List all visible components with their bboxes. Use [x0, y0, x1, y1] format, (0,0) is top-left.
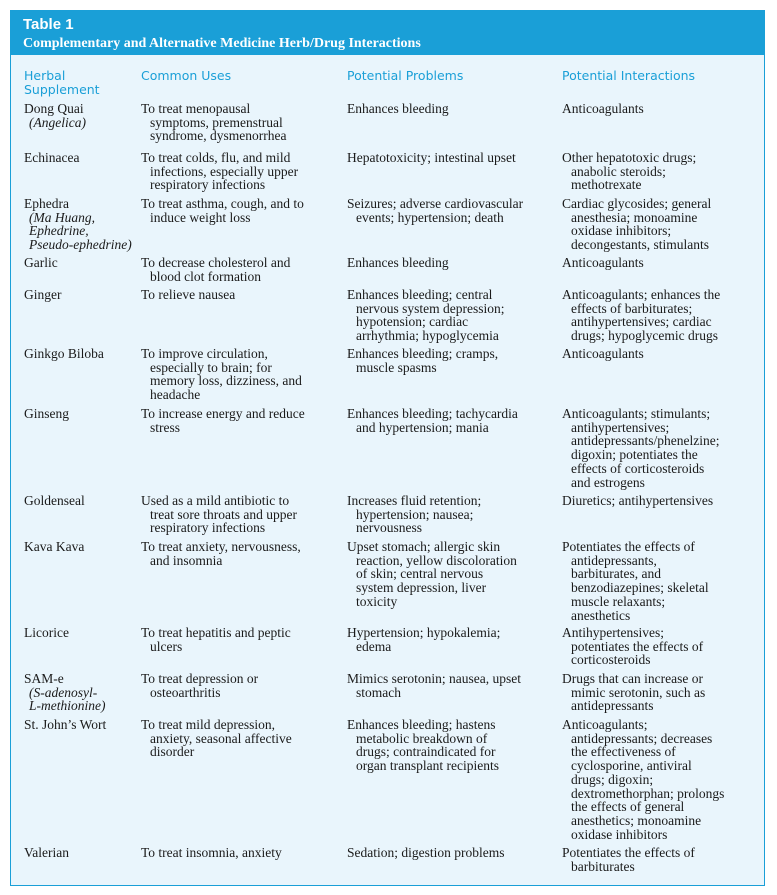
cell-line: To treat hepatitis and peptic — [141, 625, 291, 640]
cell-line: anesthesia; monoamine — [571, 209, 698, 225]
cell-line: barbiturates — [571, 858, 635, 874]
cell-line: Increases fluid retention; — [347, 493, 482, 508]
cell-line: Diuretics; antihypertensives — [562, 493, 714, 508]
cell-line: Other hepatotoxic drugs; — [562, 150, 697, 165]
cell-line: effects of barbiturates; — [571, 300, 693, 316]
cell-common-uses — [141, 407, 305, 434]
cell-line: Valerian — [24, 845, 69, 860]
col-header-potential-interactions: Potential Interactions — [562, 68, 696, 83]
cell-herbal-supplement — [24, 718, 106, 732]
cell-line: Enhances bleeding; tachycardia — [347, 406, 518, 421]
cell-line: cyclosporine, antiviral — [571, 758, 692, 774]
cell-line: drugs; hypoglycemic drugs — [571, 328, 718, 344]
cell-line: antidepressants/phenelzine; — [571, 433, 720, 449]
cell-line: Hypertension; hypokalemia; — [347, 625, 501, 640]
cell-line: Potentiates the effects of — [562, 845, 695, 860]
cell-potential-problems — [347, 626, 500, 653]
cell-line: SAM-e — [24, 671, 64, 686]
cell-line: especially to brain; for — [150, 359, 272, 375]
cell-potential-interactions — [562, 407, 719, 489]
cell-line: system depression, liver — [356, 580, 487, 596]
cell-line: decongestants, stimulants — [571, 237, 709, 253]
cell-line: muscle relaxants; — [571, 593, 666, 609]
cell-line: Kava Kava — [24, 539, 85, 554]
cell-line: corticosteroids — [571, 652, 651, 668]
cell-line: stress — [150, 419, 180, 435]
cell-line: the effects of general — [571, 799, 685, 815]
cell-line: Ephedra — [24, 196, 69, 211]
cell-line: Licorice — [24, 625, 69, 640]
cell-common-uses — [141, 197, 304, 224]
cell-potential-interactions — [562, 256, 644, 270]
cell-potential-problems — [347, 256, 449, 270]
cell-line: Enhances bleeding; central — [347, 287, 493, 302]
cell-line: ulcers — [150, 638, 183, 654]
col-header-herbal-supplement: Herbal Supplement — [24, 68, 100, 97]
cell-line: To treat depression or — [141, 671, 259, 686]
cell-line: Anticoagulants — [562, 101, 644, 116]
cell-herbal-supplement — [24, 672, 106, 713]
cell-potential-problems — [347, 407, 518, 434]
cell-herbal-supplement — [24, 102, 86, 129]
cell-common-uses — [141, 256, 290, 283]
cell-line: Ginkgo Biloba — [24, 346, 104, 361]
cell-herbal-supplement — [24, 347, 104, 361]
cell-line: headache — [150, 387, 201, 403]
cell-potential-problems — [347, 288, 504, 343]
cell-line: of skin; central nervous — [356, 566, 484, 582]
cell-potential-interactions — [562, 288, 720, 343]
cell-line: Ginger — [24, 287, 62, 302]
cell-line: stomach — [356, 684, 401, 700]
cell-line: muscle spasms — [356, 359, 437, 375]
cell-line: barbiturates, and — [571, 566, 661, 582]
cell-line: antihypertensives; cardiac — [571, 314, 712, 330]
cell-line: methotrexate — [571, 177, 642, 193]
cell-line: Pseudo-ephedrine) — [29, 237, 132, 253]
cell-common-uses — [141, 626, 291, 653]
cell-potential-interactions — [562, 347, 644, 361]
cell-potential-problems — [347, 672, 521, 699]
cell-line: anesthetics — [571, 607, 631, 623]
cell-line: induce weight loss — [150, 209, 251, 225]
cell-line: oxidase inhibitors — [571, 826, 668, 842]
cell-line: To treat colds, flu, and mild — [141, 150, 291, 165]
cell-line: To increase energy and reduce — [141, 406, 305, 421]
cell-herbal-supplement — [24, 256, 58, 270]
cell-line: nervousness — [356, 520, 422, 536]
cell-line: To improve circulation, — [141, 346, 268, 361]
cell-line: Sedation; digestion problems — [347, 845, 505, 860]
cell-potential-interactions — [562, 718, 724, 841]
cell-herbal-supplement — [24, 846, 69, 860]
table-label: Table 1 — [23, 16, 74, 33]
cell-line: antidepressants — [571, 698, 654, 714]
cell-line: Ephedrine, — [29, 223, 89, 239]
cell-potential-problems — [347, 347, 498, 374]
cell-herbal-supplement — [24, 494, 85, 508]
cell-line: treat sore throats and upper — [150, 506, 297, 522]
cell-potential-problems — [347, 151, 516, 165]
cell-line: the effectiveness of — [571, 744, 676, 760]
cell-line: Enhances bleeding; hastens — [347, 717, 496, 732]
cell-line: respiratory infections — [150, 177, 266, 193]
cell-potential-interactions — [562, 846, 695, 873]
cell-line: Enhances bleeding — [347, 255, 449, 270]
cell-line: anxiety, seasonal affective — [150, 730, 292, 746]
cell-line: benzodiazepines; skeletal — [571, 580, 709, 596]
cell-line: Garlic — [24, 255, 58, 270]
cell-line: hypotension; cardiac — [356, 314, 469, 330]
cell-line: effects of corticosteroids — [571, 460, 705, 476]
cell-line: (Angelica) — [29, 114, 86, 130]
cell-line: antidepressants, — [571, 552, 657, 568]
cell-line: drugs; contraindicated for — [356, 744, 496, 760]
cell-line: osteoarthritis — [150, 684, 221, 700]
cell-line: (Ma Huang, — [29, 209, 95, 225]
cell-line: mimic serotonin, such as — [571, 684, 706, 700]
cell-line: dextromethorphan; prolongs — [571, 785, 725, 801]
cell-common-uses — [141, 102, 286, 143]
cell-potential-problems — [347, 846, 505, 860]
cell-line: respiratory infections — [150, 520, 266, 536]
cell-line: To treat asthma, cough, and to — [141, 196, 304, 211]
cell-line: Hepatotoxicity; intestinal upset — [347, 150, 516, 165]
cell-potential-interactions — [562, 494, 713, 508]
cell-line: anesthetics; monoamine — [571, 812, 702, 828]
cell-line: anabolic steroids; — [571, 163, 666, 179]
cell-line: Enhances bleeding — [347, 101, 449, 116]
cell-line: hypertension; nausea; — [356, 506, 474, 522]
cell-line: Seizures; adverse cardiovascular — [347, 196, 524, 211]
cell-herbal-supplement — [24, 288, 62, 302]
cell-line: Upset stomach; allergic skin — [347, 539, 501, 554]
cell-potential-interactions — [562, 102, 644, 116]
cell-line: (S-adenosyl- — [29, 684, 98, 700]
cell-line: blood clot formation — [150, 268, 261, 284]
cell-line: and insomnia — [150, 552, 223, 568]
cell-line: potentiates the effects of — [571, 638, 704, 654]
cell-line: and hypertension; mania — [356, 419, 489, 435]
cell-line: To relieve nausea — [141, 287, 236, 302]
cell-line: To treat menopausal — [141, 101, 251, 116]
cell-line: digoxin; potentiates the — [571, 447, 698, 463]
cell-line: L-methionine) — [29, 698, 106, 714]
cell-line: disorder — [150, 744, 195, 760]
cell-line: Drugs that can increase or — [562, 671, 703, 686]
cell-common-uses — [141, 151, 298, 192]
cell-common-uses — [141, 347, 302, 402]
cell-line: antihypertensives; — [571, 419, 670, 435]
cell-common-uses — [141, 494, 297, 535]
cell-line: infections, especially upper — [150, 163, 299, 179]
cell-line: To treat insomnia, anxiety — [141, 845, 282, 860]
cell-line: organ transplant recipients — [356, 758, 499, 774]
cell-potential-problems — [347, 540, 517, 609]
cell-line: edema — [356, 638, 392, 654]
cell-line: Anticoagulants; — [562, 717, 648, 732]
cell-common-uses — [141, 846, 282, 860]
cell-potential-problems — [347, 494, 481, 535]
cell-line: antidepressants; decreases — [571, 730, 713, 746]
cell-line: To decrease cholesterol and — [141, 255, 291, 270]
cell-herbal-supplement — [24, 407, 69, 421]
cell-potential-interactions — [562, 197, 711, 252]
cell-potential-problems — [347, 197, 523, 224]
cell-line: St. John’s Wort — [24, 717, 107, 732]
col-header-common-uses: Common Uses — [141, 68, 232, 83]
cell-common-uses — [141, 672, 258, 699]
cell-line: Cardiac glycosides; general — [562, 196, 712, 211]
cell-line: memory loss, dizziness, and — [150, 373, 302, 389]
cell-line: Anticoagulants — [562, 346, 644, 361]
cell-line: oxidase inhibitors; — [571, 223, 672, 239]
cell-line: Ginseng — [24, 406, 69, 421]
table-title: Complementary and Alternative Medicine Herb/Drug Interactions — [23, 36, 421, 51]
cell-potential-interactions — [562, 151, 696, 192]
cell-common-uses — [141, 540, 301, 567]
col-header-potential-problems: Potential Problems — [347, 68, 464, 83]
cell-line: Goldenseal — [24, 493, 85, 508]
cell-line: Antihypertensives; — [562, 625, 664, 640]
cell-potential-problems — [347, 102, 449, 116]
cell-line: Anticoagulants; stimulants; — [562, 406, 711, 421]
table-body — [11, 11, 764, 885]
cell-line: drugs; digoxin; — [571, 771, 654, 787]
cell-line: nervous system depression; — [356, 300, 505, 316]
cell-line: Echinacea — [24, 150, 80, 165]
cell-line: Dong Quai — [24, 101, 84, 116]
cell-common-uses — [141, 718, 292, 759]
cell-herbal-supplement — [24, 626, 69, 640]
cell-line: Enhances bleeding; cramps, — [347, 346, 499, 361]
cell-line: and estrogens — [571, 474, 645, 490]
cell-line: events; hypertension; death — [356, 209, 504, 225]
cell-potential-problems — [347, 718, 499, 773]
cell-potential-interactions — [562, 672, 705, 713]
cell-line: Mimics serotonin; nausea, upset — [347, 671, 521, 686]
cell-line: syndrome, dysmenorrhea — [150, 128, 287, 144]
cell-herbal-supplement — [24, 151, 79, 165]
cell-line: symptoms, premenstrual — [150, 114, 283, 130]
cell-potential-interactions — [562, 626, 703, 667]
cell-herbal-supplement — [24, 540, 84, 554]
cell-line: To treat mild depression, — [141, 717, 276, 732]
cell-line: metabolic breakdown of — [356, 730, 488, 746]
cell-potential-interactions — [562, 540, 709, 622]
cell-line: Used as a mild antibiotic to — [141, 493, 290, 508]
cell-common-uses — [141, 288, 235, 302]
cell-herbal-supplement — [24, 197, 132, 252]
cell-line: Potentiates the effects of — [562, 539, 695, 554]
table-frame — [10, 10, 765, 886]
cell-line: Anticoagulants; enhances the — [562, 287, 721, 302]
cell-line: reaction, yellow discoloration — [356, 552, 517, 568]
cell-line: toxicity — [356, 593, 398, 609]
cell-line: arrhythmia; hypoglycemia — [356, 328, 499, 344]
cell-line: Anticoagulants — [562, 255, 644, 270]
cell-line: To treat anxiety, nervousness, — [141, 539, 301, 554]
